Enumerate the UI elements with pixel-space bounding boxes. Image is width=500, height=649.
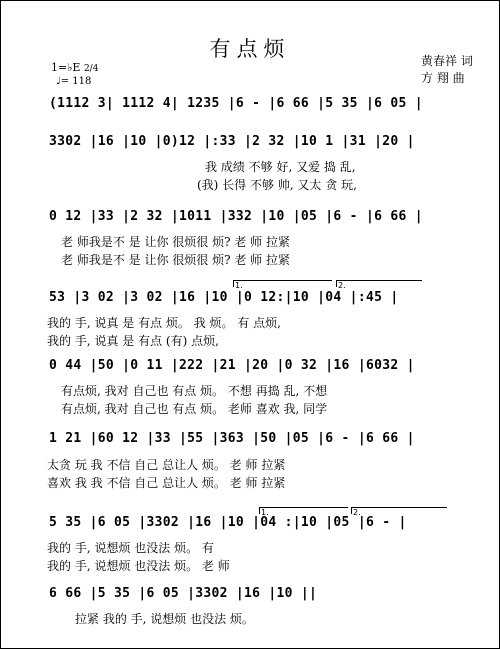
notation-line-1: (1112 3| 1112 4| 1235 |6 - |6 66 |5 35 |6 05 | [49,96,423,111]
lyric-line-5a: 有点烦, 我对 自己也 有点 烦。 不想 再捣 乱, 不想 [61,384,328,398]
composer-credit: 方 翔 曲 [421,71,465,85]
lyric-line-4a: 我的 手, 说真 是 有点 烦。 我 烦。 有 点烦, [47,316,281,330]
lyric-line-7b: 我的 手, 说想烦 也没法 烦。 老 师 [47,559,230,573]
first-ending-number-2: 1. [261,508,269,517]
notation-line-7: 5 35 |6 05 |3302 |16 |10 |04 :|10 |05 |6 - | [49,515,407,530]
key-signature: 1=♭E [51,61,81,74]
first-ending-bracket-2 [259,507,348,514]
tempo-marking: ♩= 118 [56,76,92,87]
first-ending-bracket [233,280,332,287]
lyric-line-3b: 老 师我是不 是 让你 很烦很 烦? 老 师 拉紧 [61,253,290,267]
lyric-line-5b: 有点烦, 我对 自己也 有点 烦。 老师 喜欢 我, 同学 [61,402,328,416]
notation-line-5: 0 44 |50 |0 11 |222 |21 |20 |0 32 |16 |6032 | [49,358,415,373]
lyric-line-2a: 我 成绩 不够 好, 又爱 捣 乱, [205,160,356,174]
notation-line-6: 1 21 |60 12 |33 |55 |363 |50 |05 |6 - |6 66 | [49,431,415,446]
key-time-signature [51,61,98,74]
lyric-line-2b: (我) 长得 不够 帅, 又太 贪 玩, [197,178,357,192]
song-title: 有点烦 [209,37,291,61]
lyricist-credit: 黄春祥 词 [421,54,473,68]
notation-line-2: 3302 |16 |10 |0)12 |:33 |2 32 |10 1 |31 |20 | [49,134,415,149]
time-signature: 2/4 [83,64,99,74]
lyric-line-4b: 我的 手, 说真 是 有点 (有) 点烦, [47,334,219,348]
lyric-line-3a: 老 师我是不 是 让你 很烦很 烦? 老 师 拉紧 [61,235,290,249]
lyric-line-7a: 我的 手, 说想烦 也没法 烦。 有 [47,541,214,555]
notation-line-8: 6 66 |5 35 |6 05 |3302 |16 |10 || [49,586,318,601]
lyric-line-6b: 喜欢 我 我 不信 自己 总让人 烦。 老 师 拉紧 [47,476,286,490]
credits [421,53,473,87]
notation-line-3: 0 12 |33 |2 32 |1011 |332 |10 |05 |6 - |6 66 | [49,209,423,224]
lyric-line-8a: 拉紧 我的 手, 说想烦 也没法 烦。 [75,612,254,626]
second-ending-bracket [336,280,422,287]
second-ending-number-2: 2. [353,508,361,517]
second-ending-number: 2. [338,281,346,290]
lyric-line-6a: 太贪 玩 我 不信 自己 总让人 烦。 老 师 拉紧 [47,458,286,472]
second-ending-bracket-2 [351,507,447,514]
notation-line-4: 53 |3 02 |3 02 |16 |10 |0 12:|10 |04 |:45 | [49,290,399,305]
first-ending-number: 1. [235,281,243,290]
